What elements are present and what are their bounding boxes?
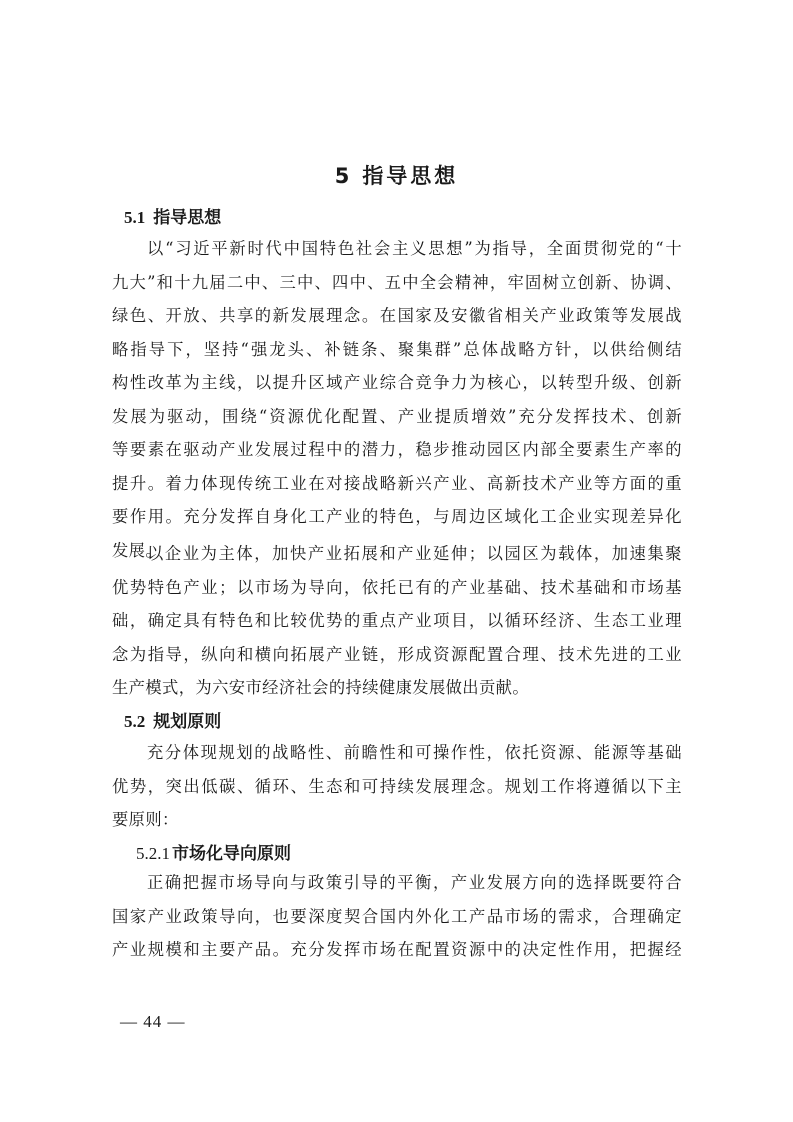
text-line: 提升。着力体现传统工业在对接战略新兴产业、高新技术产业等方面的重 bbox=[112, 473, 682, 493]
text-line: 要作用。充分发挥自身化工产业的特色，与周边区域化工企业实现差异化 bbox=[112, 507, 682, 526]
text-line: 等要素在驱动产业发展过程中的潜力，稳步推动园区内部全要素生产率的 bbox=[112, 440, 682, 459]
paragraph-guiding-ideology bbox=[112, 232, 682, 567]
paragraph-market-orientation bbox=[112, 866, 682, 967]
text-line: 优势，突出低碳、循环、生态和可持续发展理念。规划工作将遵循以下主 bbox=[112, 776, 682, 796]
subsection-number: 5.2.1 bbox=[136, 844, 170, 863]
chapter-number: 5 bbox=[334, 164, 353, 188]
section-title: 规划原则 bbox=[153, 712, 222, 732]
chapter-title-text: 指导思想 bbox=[362, 164, 459, 188]
section-heading-5-1 bbox=[124, 205, 221, 231]
text-line: 充分体现规划的战略性、前瞻性和可操作性，依托资源、能源等基础 bbox=[147, 743, 682, 762]
paragraph-planning-principles bbox=[112, 736, 682, 837]
text-line: 绿色、开放、共享的新发展理念。在国家及安徽省相关产业政策等发展战 bbox=[112, 306, 682, 325]
section-number: 5.2 bbox=[124, 712, 146, 731]
text-line: 略指导下，坚持“强龙头、补链条、聚集群”总体战略方针，以供给侧结 bbox=[112, 339, 682, 359]
text-line: 发展。 bbox=[112, 540, 163, 560]
text-line: 国家产业政策导向，也要深度契合国内外化工产品市场的需求，合理确定 bbox=[112, 906, 682, 926]
paragraph-enterprise-main-body bbox=[112, 537, 682, 705]
text-line: 优势特色产业；以市场为导向，依托已有的产业基础、技术基础和市场基 bbox=[112, 577, 682, 597]
text-line: 生产模式，为六安市经济社会的持续健康发展做出贡献。 bbox=[112, 678, 530, 697]
text-line: 念为指导，纵向和横向拓展产业链，形成资源配置合理、技术先进的工业 bbox=[112, 644, 682, 664]
chapter-title bbox=[0, 161, 793, 191]
text-line: 以企业为主体，加快产业拓展和产业延伸；以园区为载体，加速集聚 bbox=[147, 544, 682, 563]
text-line: 正确把握市场导向与政策引导的平衡，产业发展方向的选择既要符合 bbox=[147, 873, 682, 892]
text-line: 以“习近平新时代中国特色社会主义思想”为指导，全面贯彻党的“十 bbox=[147, 239, 682, 258]
section-heading-5-2 bbox=[124, 709, 221, 735]
subsection-heading-5-2-1 bbox=[136, 841, 291, 867]
text-line: 要原则： bbox=[112, 810, 179, 829]
text-line: 产业规模和主要产品。充分发挥市场在配置资源中的决定性作用，把握经 bbox=[112, 940, 682, 959]
page-number: — 44 — bbox=[120, 1012, 186, 1031]
section-number: 5.1 bbox=[124, 208, 146, 227]
text-line: 构性改革为主线，以提升区域产业综合竞争力为核心，以转型升级、创新 bbox=[112, 373, 682, 392]
section-title: 指导思想 bbox=[153, 208, 222, 228]
text-line: 发展为驱动，围绕“资源优化配置、产业提质增效”充分发挥技术、创新 bbox=[112, 406, 682, 426]
text-line: 础，确定具有特色和比较优势的重点产业项目，以循环经济、生态工业理 bbox=[112, 611, 682, 630]
text-line: 九大”和十九届二中、三中、四中、五中全会精神，牢固树立创新、协调、 bbox=[112, 272, 682, 292]
subsection-title: 市场化导向原则 bbox=[172, 844, 291, 864]
